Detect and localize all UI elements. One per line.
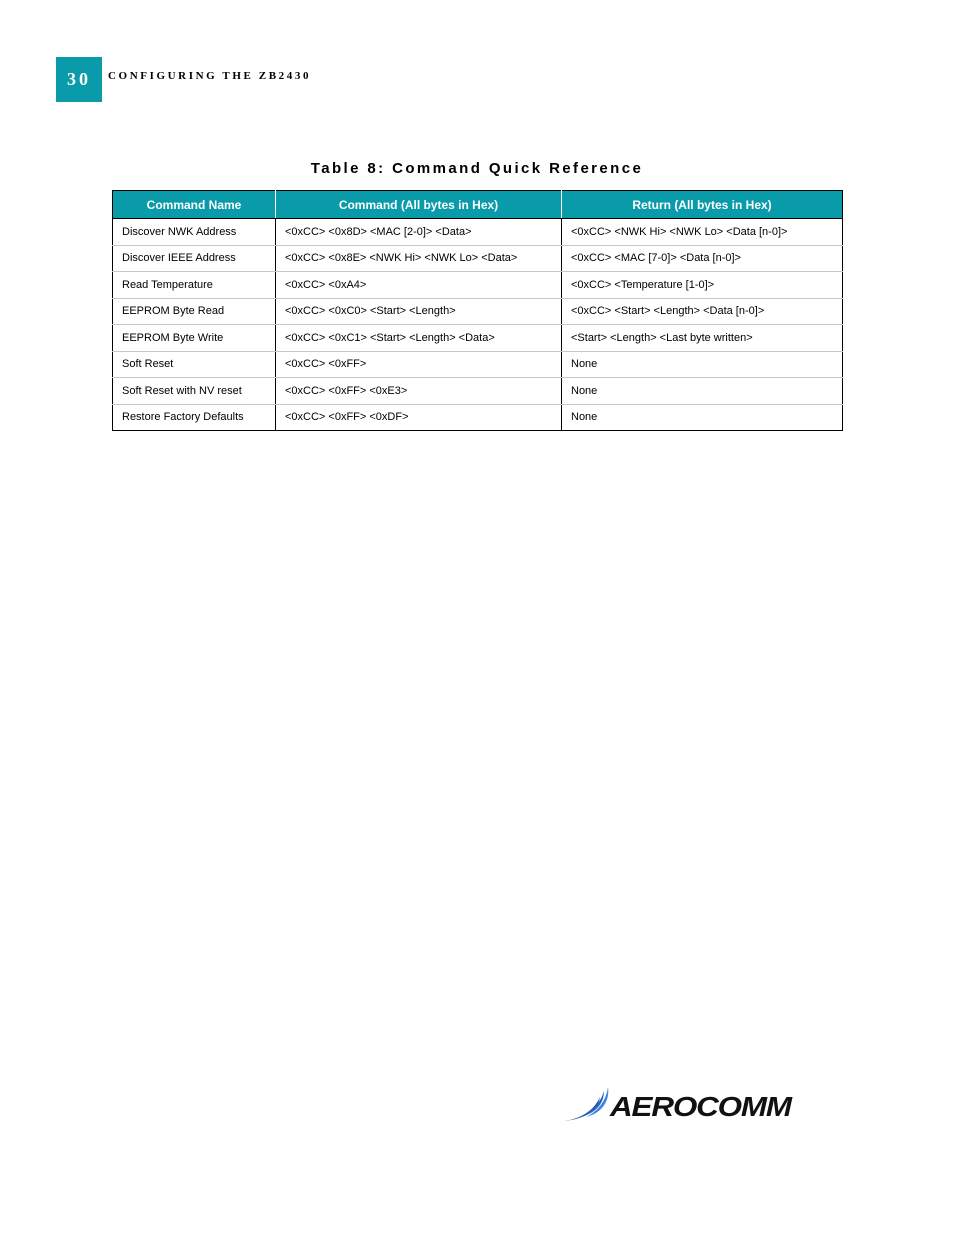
cell-command: <0xCC> <0xA4> <box>276 272 562 299</box>
cell-command-name: EEPROM Byte Write <box>113 325 276 352</box>
cell-return: <0xCC> <MAC [7-0]> <Data [n-0]> <box>562 245 843 272</box>
table-row <box>113 245 843 272</box>
table-row <box>113 351 843 378</box>
cell-command: <0xCC> <0xC1> <Start> <Length> <Data> <box>276 325 562 352</box>
cell-command: <0xCC> <0x8D> <MAC [2-0]> <Data> <box>276 219 562 246</box>
cell-command-name: Discover NWK Address <box>113 219 276 246</box>
cell-command: <0xCC> <0xFF> <0xDF> <box>276 404 562 431</box>
cell-command: <0xCC> <0xFF> <box>276 351 562 378</box>
table-row <box>113 325 843 352</box>
cell-return: None <box>562 404 843 431</box>
table-row <box>113 404 843 431</box>
column-header-return: Return (All bytes in Hex) <box>562 191 843 219</box>
column-header-command-name: Command Name <box>113 191 276 219</box>
cell-command-name: Soft Reset <box>113 351 276 378</box>
cell-return: <0xCC> <Temperature [1-0]> <box>562 272 843 299</box>
cell-return: <Start> <Length> <Last byte written> <box>562 325 843 352</box>
cell-command: <0xCC> <0x8E> <NWK Hi> <NWK Lo> <Data> <box>276 245 562 272</box>
cell-return: <0xCC> <Start> <Length> <Data [n-0]> <box>562 298 843 325</box>
cell-command-name: Read Temperature <box>113 272 276 299</box>
cell-command-name: EEPROM Byte Read <box>113 298 276 325</box>
cell-command-name: Soft Reset with NV reset <box>113 378 276 405</box>
cell-command-name: Discover IEEE Address <box>113 245 276 272</box>
cell-return: None <box>562 378 843 405</box>
cell-command: <0xCC> <0xC0> <Start> <Length> <box>276 298 562 325</box>
cell-command: <0xCC> <0xFF> <0xE3> <box>276 378 562 405</box>
page-number: 30 <box>56 57 102 102</box>
cell-return: <0xCC> <NWK Hi> <NWK Lo> <Data [n-0]> <box>562 219 843 246</box>
table-caption: Table 8: Command Quick Reference <box>310 160 644 177</box>
table-row <box>113 219 843 246</box>
running-header: CONFIGURING THE ZB2430 <box>108 70 312 82</box>
column-header-command: Command (All bytes in Hex) <box>276 191 562 219</box>
command-table <box>112 190 843 431</box>
table-header-row <box>113 191 843 219</box>
table-row <box>113 378 843 405</box>
aerocomm-wordmark: AEROCOMM <box>610 1091 791 1122</box>
aerocomm-logo <box>560 1083 835 1128</box>
cell-command-name: Restore Factory Defaults <box>113 404 276 431</box>
cell-return: None <box>562 351 843 378</box>
table-row <box>113 298 843 325</box>
table-row <box>113 272 843 299</box>
